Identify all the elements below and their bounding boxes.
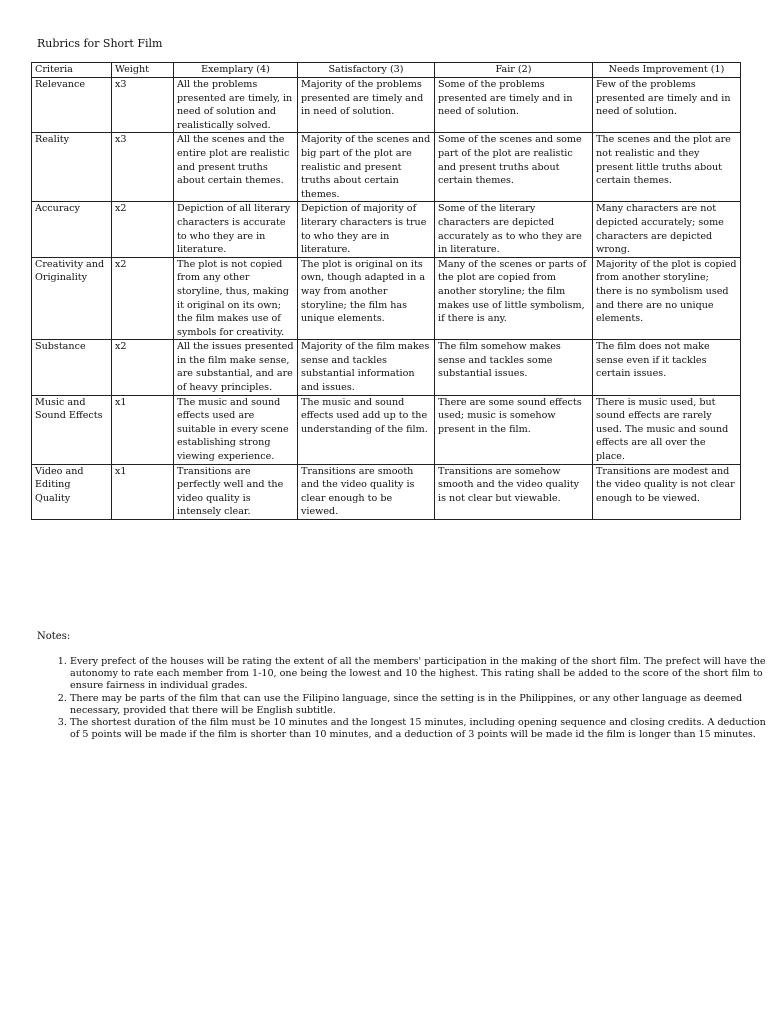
weight-cell: x3 <box>112 133 174 202</box>
table-row <box>32 340 741 395</box>
table-row <box>32 133 741 202</box>
fair-cell: Many of the scenes or parts of the plot are copied from another storyline; the film makes use of little symbolism, if there is any. <box>435 257 593 340</box>
fair-cell: There are some sound effects used; music is somehow present in the film. <box>435 395 593 464</box>
header-criteria: Criteria <box>32 63 112 78</box>
exemplary-cell: The plot is not copied from any other storyline, thus, making it original on its own; the film makes use of symbols for creativity. <box>174 257 298 340</box>
exemplary-cell: Depiction of all literary characters is accurate to who they are in literature. <box>174 202 298 257</box>
weight-cell: x1 <box>112 464 174 519</box>
exemplary-cell: The music and sound effects used are suitable in every scene establishing strong viewing experience. <box>174 395 298 464</box>
table-row <box>32 464 741 519</box>
criteria-cell: Relevance <box>32 78 112 133</box>
weight-cell: x2 <box>112 340 174 395</box>
weight-cell: x2 <box>112 257 174 340</box>
notes-heading: Notes: <box>37 631 71 642</box>
weight-cell: x1 <box>112 395 174 464</box>
satisfactory-cell: The plot is original on its own, though adapted in a way from another storyline; the film has unique elements. <box>298 257 435 340</box>
weight-cell: x3 <box>112 78 174 133</box>
needs-improvement-cell: Many characters are not depicted accurately; some characters are depicted wrong. <box>593 202 741 257</box>
exemplary-cell: All the problems presented are timely, in need of solution and realistically solved. <box>174 78 298 133</box>
criteria-cell: Substance <box>32 340 112 395</box>
satisfactory-cell: Majority of the film makes sense and tackles substantial information and issues. <box>298 340 435 395</box>
exemplary-cell: All the scenes and the entire plot are realistic and present truths about certain themes. <box>174 133 298 202</box>
note-item: 1. Every prefect of the houses will be rating the extent of all the members' participation in the making of the short film. The prefect will have the autonomy to rate each member from 1-10, one being the lowest and 10 the highest. This rating shall be added to the score of the short film to ensure fairness in individual grades. <box>70 656 768 693</box>
header-exemplary: Exemplary (4) <box>174 63 298 78</box>
needs-improvement-cell: Few of the problems presented are timely and in need of solution. <box>593 78 741 133</box>
fair-cell: Transitions are somehow smooth and the video quality is not clear but viewable. <box>435 464 593 519</box>
needs-improvement-cell: Transitions are modest and the video quality is not clear enough to be viewed. <box>593 464 741 519</box>
needs-improvement-cell: The scenes and the plot are not realistic and they present little truths about certain themes. <box>593 133 741 202</box>
exemplary-cell: All the issues presented in the film make sense, are substantial, and are of heavy principles. <box>174 340 298 395</box>
weight-cell: x2 <box>112 202 174 257</box>
satisfactory-cell: Transitions are smooth and the video quality is clear enough to be viewed. <box>298 464 435 519</box>
satisfactory-cell: Depiction of majority of literary characters is true to who they are in literature. <box>298 202 435 257</box>
criteria-cell: Creativity and Originality <box>32 257 112 340</box>
satisfactory-cell: The music and sound effects used add up to the understanding of the film. <box>298 395 435 464</box>
header-satisfactory: Satisfactory (3) <box>298 63 435 78</box>
needs-improvement-cell: There is music used, but sound effects are rarely used. The music and sound effects are all over the place. <box>593 395 741 464</box>
header-fair: Fair (2) <box>435 63 593 78</box>
exemplary-cell: Transitions are perfectly well and the video quality is intensely clear. <box>174 464 298 519</box>
satisfactory-cell: Majority of the scenes and big part of the plot are realistic and present truths about certain themes. <box>298 133 435 202</box>
table-header-row <box>32 63 741 78</box>
criteria-cell: Video and Editing Quality <box>32 464 112 519</box>
table-row <box>32 78 741 133</box>
table-row <box>32 202 741 257</box>
criteria-cell: Reality <box>32 133 112 202</box>
table-row <box>32 395 741 464</box>
fair-cell: Some of the problems presented are timely and in need of solution. <box>435 78 593 133</box>
fair-cell: The film somehow makes sense and tackles some substantial issues. <box>435 340 593 395</box>
note-item: 2. There may be parts of the film that can use the Filipino language, since the setting is in the Philippines, or any other language as deemed necessary, provided that there will be English subtitle. <box>70 693 768 717</box>
needs-improvement-cell: The film does not make sense even if it tackles certain issues. <box>593 340 741 395</box>
notes-list <box>37 656 768 741</box>
criteria-cell: Music and Sound Effects <box>32 395 112 464</box>
document-title: Rubrics for Short Film <box>37 37 163 50</box>
criteria-cell: Accuracy <box>32 202 112 257</box>
fair-cell: Some of the literary characters are depicted accurately as to who they are in literature. <box>435 202 593 257</box>
rubric-table <box>31 62 741 520</box>
fair-cell: Some of the scenes and some part of the plot are realistic and present truths about certain themes. <box>435 133 593 202</box>
satisfactory-cell: Majority of the problems presented are timely and in need of solution. <box>298 78 435 133</box>
header-needs-improvement: Needs Improvement (1) <box>593 63 741 78</box>
table-row <box>32 257 741 340</box>
needs-improvement-cell: Majority of the plot is copied from another storyline; there is no symbolism used and there are no unique elements. <box>593 257 741 340</box>
note-item: 3. The shortest duration of the film must be 10 minutes and the longest 15 minutes, including opening sequence and closing credits. A deduction of 5 points will be made if the film is shorter than 10 minutes, and a deduction of 3 points will be made id the film is longer than 15 minutes. <box>70 717 768 741</box>
header-weight: Weight <box>112 63 174 78</box>
